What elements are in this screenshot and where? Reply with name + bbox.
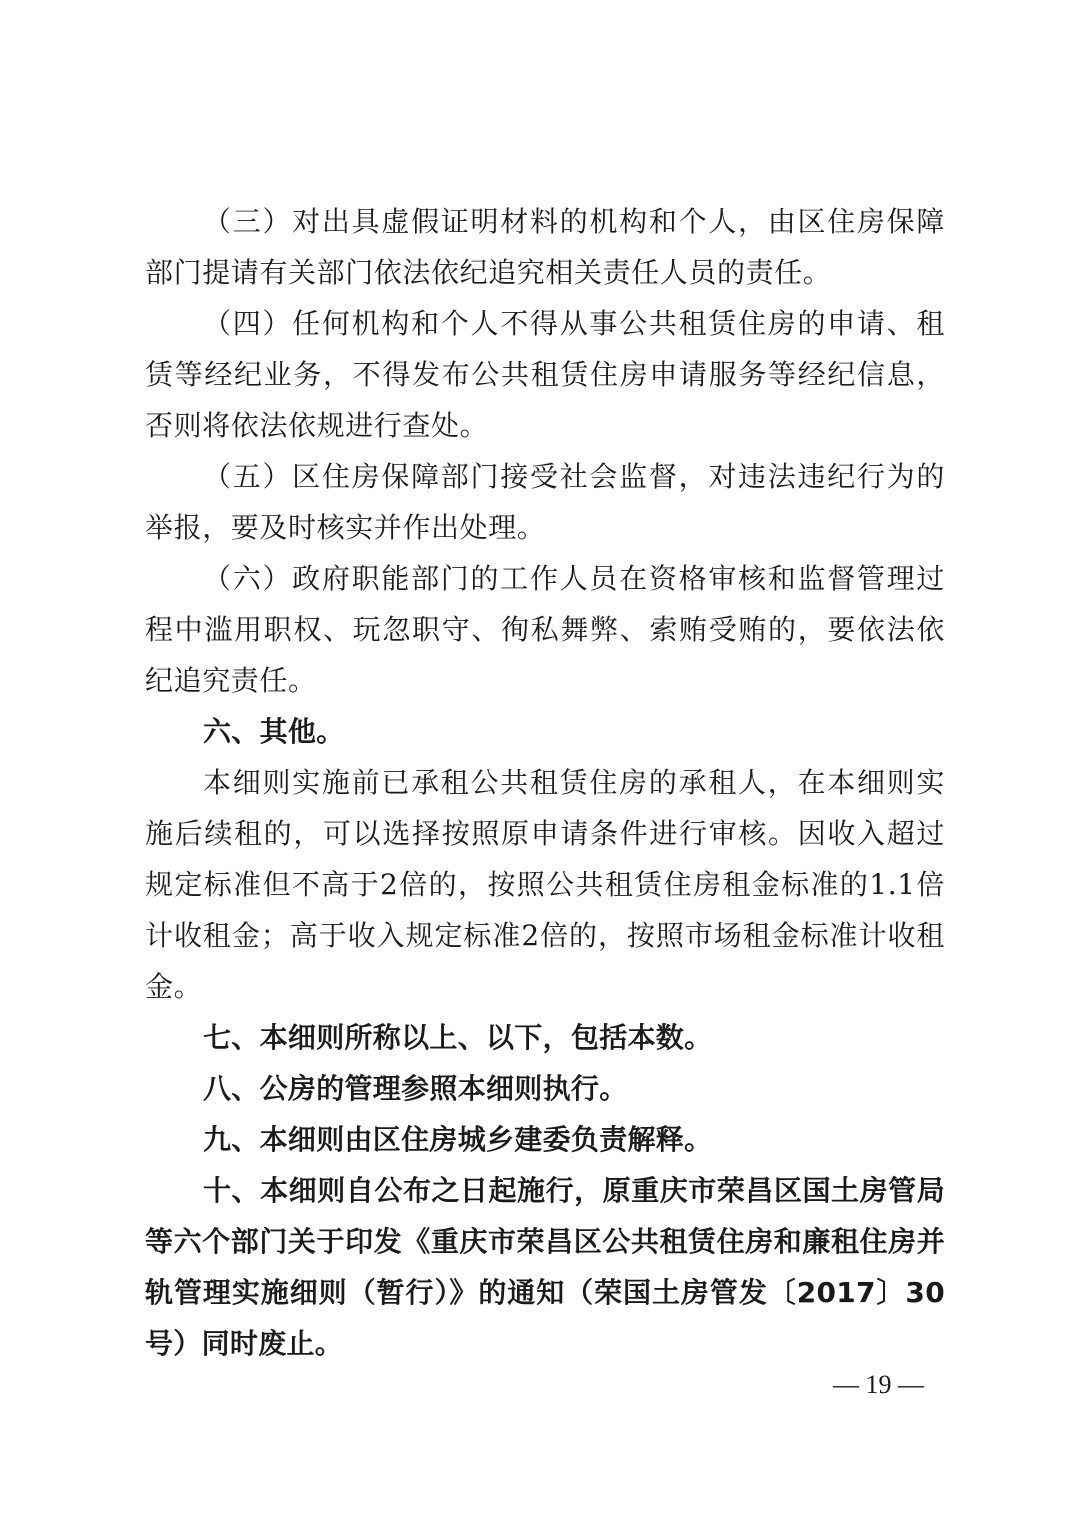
- document-body: [145, 196, 945, 1369]
- paragraph-4: （四）任何机构和个人不得从事公共租赁住房的申请、租赁等经纪业务，不得发布公共租赁住房申请服务等经纪信息，否则将依法依规进行查处。: [145, 307, 945, 442]
- section-nine: 九、本细则由区住房城乡建委负责解释。: [203, 1123, 713, 1156]
- section-heading-other: 六、其他。: [203, 715, 345, 748]
- paragraph-6: （六）政府职能部门的工作人员在资格审核和监督管理过程中滥用职权、玩忽职守、徇私舞弊、索贿受贿的，要依法依纪追究责任。: [145, 562, 945, 697]
- paragraph-other-body: 本细则实施前已承租公共租赁住房的承租人，在本细则实施后续租的，可以选择按照原申请条件进行审核。因收入超过规定标准但不高于2倍的，按照公共租赁住房租金标准的1.1倍计收租金；高于收入规定标准2倍的，按照市场租金标准计收租金。: [145, 766, 945, 1003]
- paragraph-3: （三）对出具虚假证明材料的机构和个人，由区住房保障部门提请有关部门依法依纪追究相关责任人员的责任。: [145, 205, 945, 289]
- section-eight: 八、公房的管理参照本细则执行。: [203, 1072, 628, 1105]
- section-seven: 七、本细则所称以上、以下，包括本数。: [203, 1021, 713, 1054]
- paragraph-5: （五）区住房保障部门接受社会监督，对违法违纪行为的举报，要及时核实并作出处理。: [145, 460, 945, 544]
- page-number: — 19 —: [833, 1370, 924, 1399]
- section-ten: 十、本细则自公布之日起施行，原重庆市荣昌区国土房管局等六个部门关于印发《重庆市荣昌区公共租赁住房和廉租住房并轨管理实施细则（暂行）》的通知（荣国土房管发〔2017〕30号）同时废止。: [145, 1174, 945, 1360]
